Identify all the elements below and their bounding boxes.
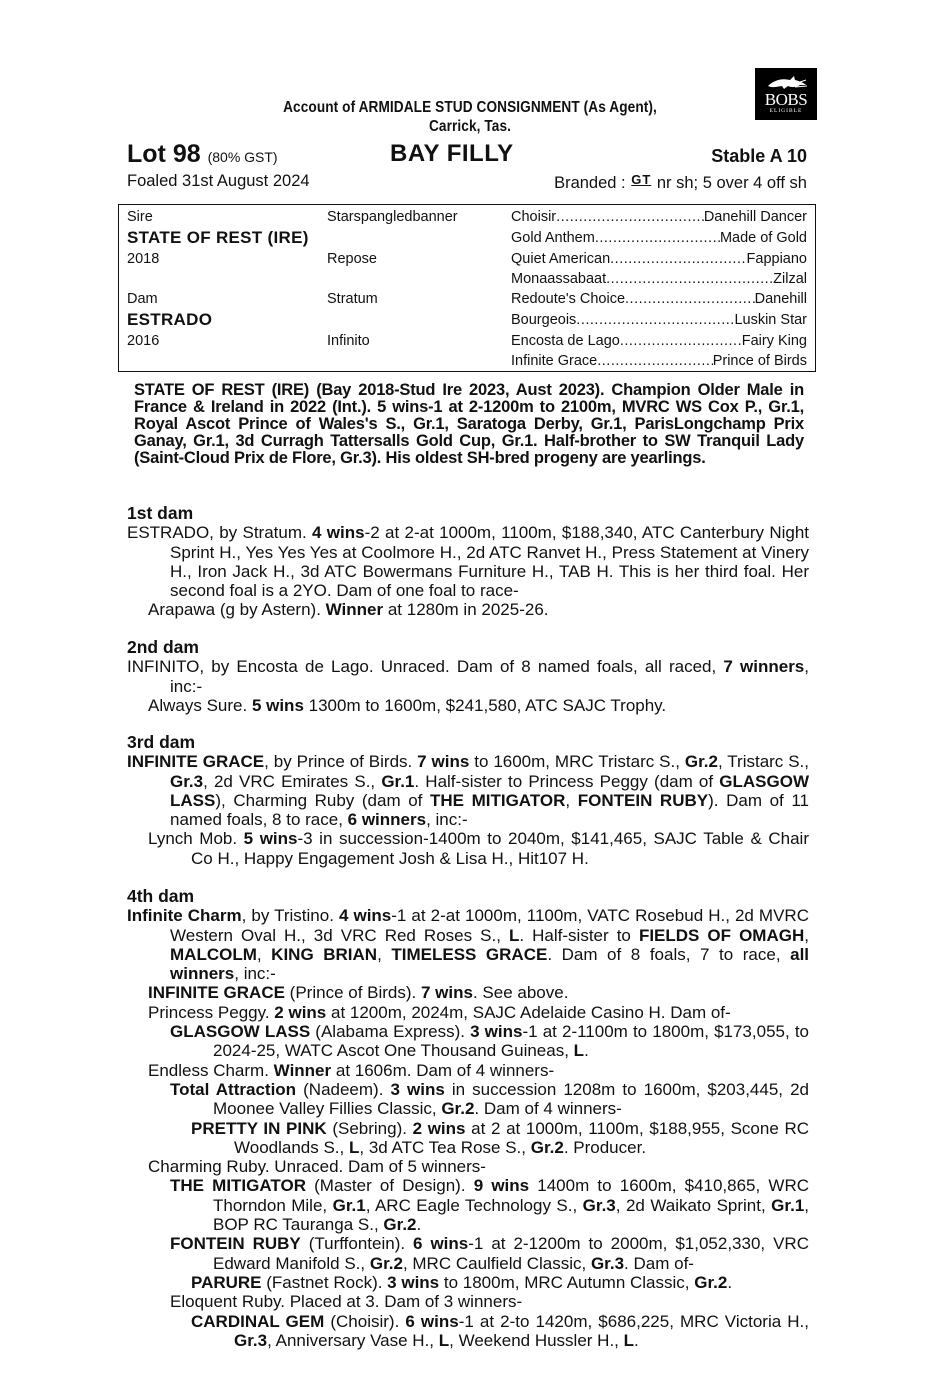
ancestor-right: Zilzal	[773, 271, 807, 287]
ancestor-right: Danehill	[754, 291, 807, 307]
dam-paragraph: INFINITO, by Encosta de Lago. Unraced. Dam of 8 named foals, all raced, 7 winners, inc:-	[127, 657, 809, 696]
ancestor-left: Redoute's Choice	[511, 291, 626, 307]
dam-sire: Stratum	[327, 291, 378, 307]
ancestor-right: Fappiano	[746, 251, 807, 267]
dam-paragraph: ESTRADO, by Stratum. 4 wins-2 at 2-at 1000m, 1100m, $188,340, ATC Canterbury Night Sprint H., Yes Yes Yes at Coolmore H., 2d ATC Ranvet H., Press Statement at Vinery H., Iron Jack H., 3d ATC Bowermans Furniture H., TAB H. This is her third foal. Her second foal is a 2YO. Dam of one foal to race-	[127, 523, 810, 601]
dam-year: 2016	[127, 333, 160, 349]
ancestor-right: Prince of Birds	[712, 353, 807, 369]
sire-summary: STATE OF REST (IRE) (Bay 2018-Stud Ire 2023, Aust 2023). Champion Older Male in France & Ireland in 2022 (Int.). 5 wins-1 at 2-1200m to 2100m, MVRC WS Cox P., Gr.1, Royal Ascot Prince of Wales's S., Gr.1, Saratoga Derby, Gr.1, ParisLongchamp Prix Ganay, Gr.1, 3d Curragh Tattersalls Gold Cup, Gr.1. Half-brother to SW Tranquil Lady (Saint-Cloud Prix de Flore, Gr.3). His oldest SH-bred progeny are yearlings.	[134, 381, 804, 467]
progeny-entry: Charming Ruby. Unraced. Dam of 5 winners-	[148, 1157, 486, 1177]
brand-mark-icon: GT	[631, 172, 652, 187]
pedigree-table	[118, 204, 816, 372]
lot-number	[127, 140, 278, 169]
dam-paragraph: INFINITE GRACE, by Prince of Birds. 7 wins to 1600m, MRC Tristarc S., Gr.2, Tristarc S., Gr.3, 2d VRC Emirates S., Gr.1. Half-sister to Princess Peggy (dam of GLASGOW LASS), Charming Ruby (dam of THE MITIGATOR, FONTEIN RUBY). Dam of 11 named foals, 8 to race, 6 winners, inc:-	[127, 752, 809, 830]
sire-sire: Starspangledbanner	[327, 209, 458, 225]
ancestor-row	[511, 331, 807, 351]
progeny-entry: PRETTY IN PINK (Sebring). 2 wins at 2 at 1000m, 1100m, $188,955, Scone RC Woodlands S., L, 3d ATC Tea Rose S., Gr.2. Producer.	[191, 1118, 809, 1157]
ancestor-left: Monaassabaat	[511, 271, 607, 287]
ancestor-left: Gold Anthem	[511, 230, 595, 246]
foaled-date: Foaled 31st August 2024	[127, 172, 310, 190]
ancestor-row	[511, 310, 807, 330]
bobs-eligible-logo	[755, 68, 817, 120]
logo-subtext: ELIGIBLE	[769, 108, 803, 114]
second-dam-section	[127, 638, 809, 715]
lot-label: Lot 98	[127, 140, 201, 168]
progeny-entry: Total Attraction (Nadeem). 3 wins in succession 1208m to 1600m, $203,445, 2d Moonee Valley Fillies Classic, Gr.2. Dam of 4 winners-	[170, 1079, 809, 1119]
fourth-dam-section	[127, 887, 809, 1350]
section-heading: 4th dam	[127, 886, 195, 906]
dam-label: Dam	[127, 291, 158, 307]
horse-description: BAY FILLY	[390, 140, 514, 167]
stable-location: Stable A 10	[711, 146, 807, 166]
branded-detail: nr sh; 5 over 4 off sh	[656, 174, 807, 192]
brand-info	[554, 172, 807, 193]
ancestor-left: Quiet American	[511, 251, 611, 267]
ancestor-left: Infinite Grace	[511, 353, 598, 369]
ancestor-left: Choisir	[511, 209, 557, 225]
sire-year: 2018	[127, 251, 160, 267]
dam-name: ESTRADO	[127, 310, 213, 329]
ancestor-right: Made of Gold	[719, 230, 807, 246]
sire-dam: Repose	[327, 251, 377, 267]
progeny-entry: CARDINAL GEM (Choisir). 6 wins-1 at 2-to 1420m, $686,225, MRC Victoria H., Gr.3, Anniversary Vase H., L, Weekend Hussler H., L.	[191, 1311, 809, 1350]
ancestor-right: Luskin Star	[734, 312, 807, 328]
progeny-entry: GLASGOW LASS (Alabama Express). 3 wins-1 at 2-1100m to 1800m, $173,055, to 2024-25, WATC Ascot One Thousand Guineas, L.	[170, 1022, 809, 1061]
first-dam-section	[127, 504, 809, 620]
consignor-line-1: Account of ARMIDALE STUD CONSIGNMENT (As Agent),	[283, 99, 657, 116]
sire-name: STATE OF REST (IRE)	[127, 228, 309, 247]
logo-text: BOBS	[764, 90, 808, 109]
ancestor-row	[511, 228, 807, 248]
progeny-entry: Lynch Mob. 5 wins-3 in succession-1400m to 2040m, $141,465, SAJC Table & Chair Co H., Happy Engagement Josh & Lisa H., Hit107 H.	[148, 829, 809, 868]
progeny-entry: Arapawa (g by Astern). Winner at 1280m in 2025-26.	[148, 600, 549, 620]
dam-dam: Infinito	[327, 333, 370, 349]
ancestor-row	[511, 269, 807, 289]
progeny-entry: FONTEIN RUBY (Turffontein). 6 wins-1 at 2-1200m to 2000m, $1,052,330, VRC Edward Manifold S., Gr.2, MRC Caulfield Classic, Gr.3. Dam of-	[170, 1234, 809, 1273]
gst-note: (80% GST)	[207, 149, 278, 165]
ancestor-row	[511, 249, 807, 269]
consignor-line-2: Carrick, Tas.	[428, 118, 512, 135]
progeny-entry: THE MITIGATOR (Master of Design). 9 wins 1400m to 1600m, $410,865, WRC Thorndon Mile, Gr.1, ARC Eagle Technology S., Gr.3, 2d Waikato Sprint, Gr.1, BOP RC Tauranga S., Gr.2.	[170, 1176, 809, 1235]
section-heading: 1st dam	[127, 503, 194, 523]
progeny-entry: Endless Charm. Winner at 1606m. Dam of 4 winners-	[148, 1060, 555, 1080]
progeny-entry: Eloquent Ruby. Placed at 3. Dam of 3 winners-	[170, 1292, 523, 1312]
ancestor-row	[511, 289, 807, 309]
dam-paragraph: Infinite Charm, by Tristino. 4 wins-1 at 2-at 1000m, 1100m, VATC Rosebud H., 2d MVRC Western Oval H., 3d VRC Red Roses S., L. Half-sister to FIELDS OF OMAGH, MALCOLM, KING BRIAN, TIMELESS GRACE. Dam of 8 foals, 7 to race, all winners, inc:-	[127, 906, 810, 984]
ancestor-right: Fairy King	[741, 333, 807, 349]
consignor-heading	[232, 98, 707, 136]
section-heading: 2nd dam	[127, 637, 199, 657]
section-heading: 3rd dam	[127, 732, 196, 752]
branded-label: Branded :	[554, 174, 626, 192]
progeny-entry: Always Sure. 5 wins 1300m to 1600m, $241,580, ATC SAJC Trophy.	[148, 695, 667, 715]
third-dam-section	[127, 733, 809, 868]
ancestor-left: Bourgeois	[511, 312, 577, 328]
ancestor-right: Danehill Dancer	[703, 209, 807, 225]
progeny-entry: PARURE (Fastnet Rock). 3 wins to 1800m, MRC Autumn Classic, Gr.2.	[191, 1272, 733, 1292]
ancestor-row	[511, 207, 807, 227]
ancestor-left: Encosta de Lago	[511, 333, 620, 349]
progeny-entry: INFINITE GRACE (Prince of Birds). 7 wins. See above.	[148, 983, 569, 1003]
ancestor-row	[511, 351, 807, 371]
progeny-entry: Princess Peggy. 2 wins at 1200m, 2024m, SAJC Adelaide Casino H. Dam of-	[148, 1002, 731, 1022]
sire-label: Sire	[127, 209, 153, 225]
